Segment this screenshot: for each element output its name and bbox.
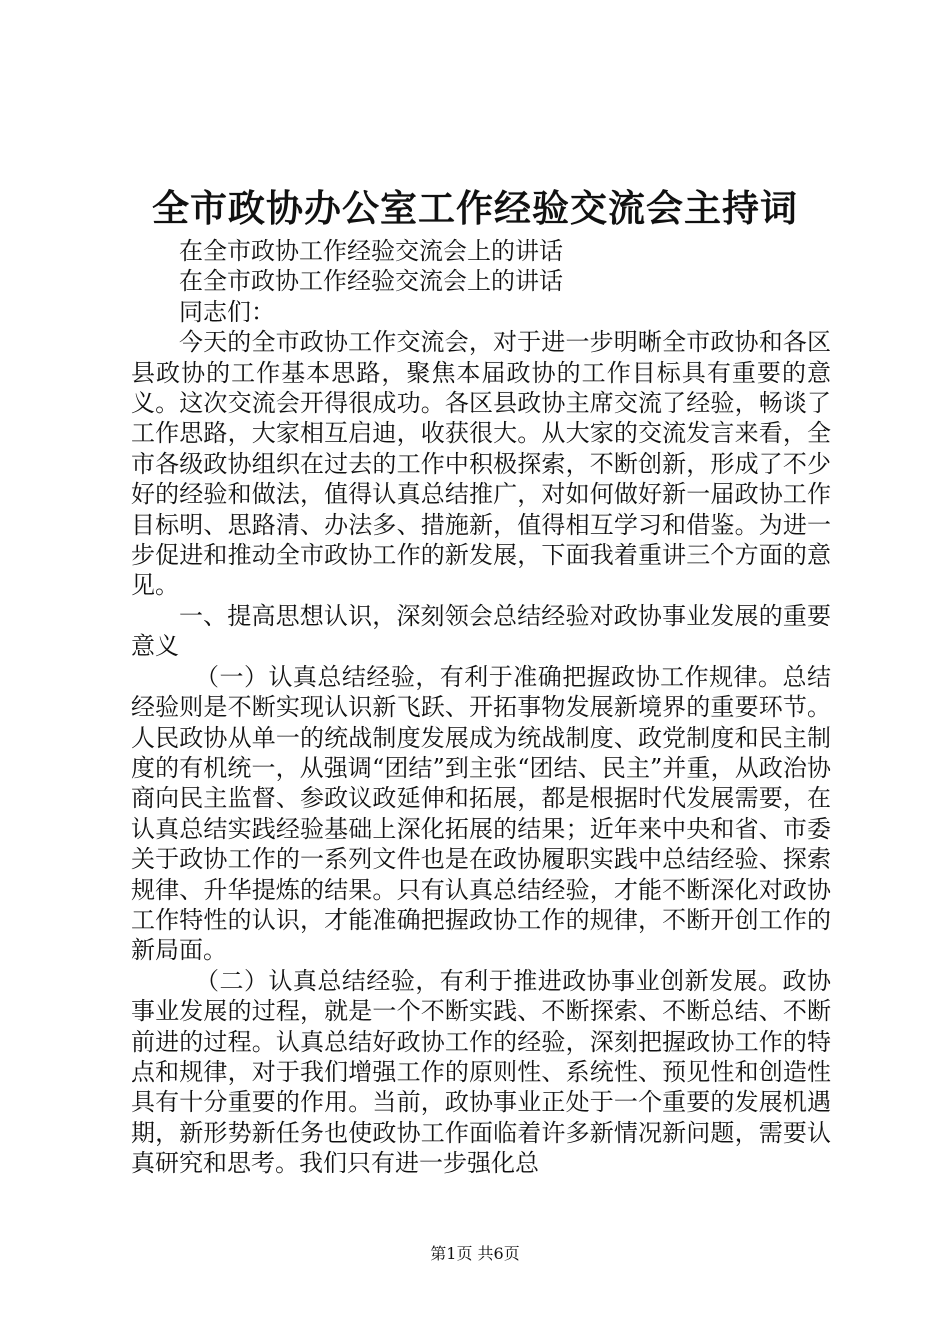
paragraph-intro: 今天的全市政协工作交流会，对于进一步明晰全市政协和各区县政协的工作基本思路，聚焦本届政协的工作目标具有重要的意义。这次交流会开得很成功。各区县政协主席交流了经验，畅谈了工作思路，大家相互启迪，收获很大。从大家的交流发言来看，全市各级政协组织在过去的工作中积极探索，不断创新，形成了不少好的经验和做法，值得认真总结推广，对如何做好新一届政协工作目标明、思路清、办法多、措施新，值得相互学习和借鉴。为进一步促进和推动全市政协工作的新发展，下面我着重讲三个方面的意见。 bbox=[131, 328, 831, 600]
paragraph-subsection-2: （二）认真总结经验，有利于推进政协事业创新发展。政协事业发展的过程，就是一个不断实践、不断探索、不断总结、不断前进的过程。认真总结好政协工作的经验，深刻把握政协工作的特点和规律，对于我们增强工作的原则性、系统性、预见性和创造性具有十分重要的作用。当前，政协事业正处于一个重要的发展机遇期，新形势新任务也使政协工作面临着许多新情况新问题，需要认真研究和思考。我们只有进一步强化总 bbox=[131, 966, 831, 1178]
subtitle-line-2: 在全市政协工作经验交流会上的讲话 bbox=[179, 267, 563, 296]
document-body bbox=[131, 236, 831, 1179]
paragraph-subsection-1: （一）认真总结经验，有利于准确把握政协工作规律。总结经验则是不断实现认识新飞跃、开拓事物发展新境界的重要环节。人民政协从单一的统战制度发展成为统战制度、政党制度和民主制度的有机统一，从强调“团结”到主张“团结、民主”并重，从政治协商向民主监督、参政议政延伸和拓展，都是根据时代发展需要，在认真总结实践经验基础上深化拓展的结果；近年来中央和省、市委关于政协工作的一系列文件也是在政协履职实践中总结经验、探索规律、升华提炼的结果。只有认真总结经验，才能不断深化对政协工作特性的认识，才能准确把握政协工作的规律，不断开创工作的新局面。 bbox=[131, 662, 831, 965]
subtitle-line-1: 在全市政协工作经验交流会上的讲话 bbox=[179, 237, 563, 265]
salutation: 同志们： bbox=[179, 297, 275, 326]
page-number-footer: 第1页 共6页 bbox=[430, 1244, 520, 1263]
document-title: 全市政协办公室工作经验交流会主持词 bbox=[152, 186, 798, 230]
section-heading-1: 一、提高思想认识，深刻领会总结经验对政协事业发展的重要意义 bbox=[131, 601, 831, 661]
